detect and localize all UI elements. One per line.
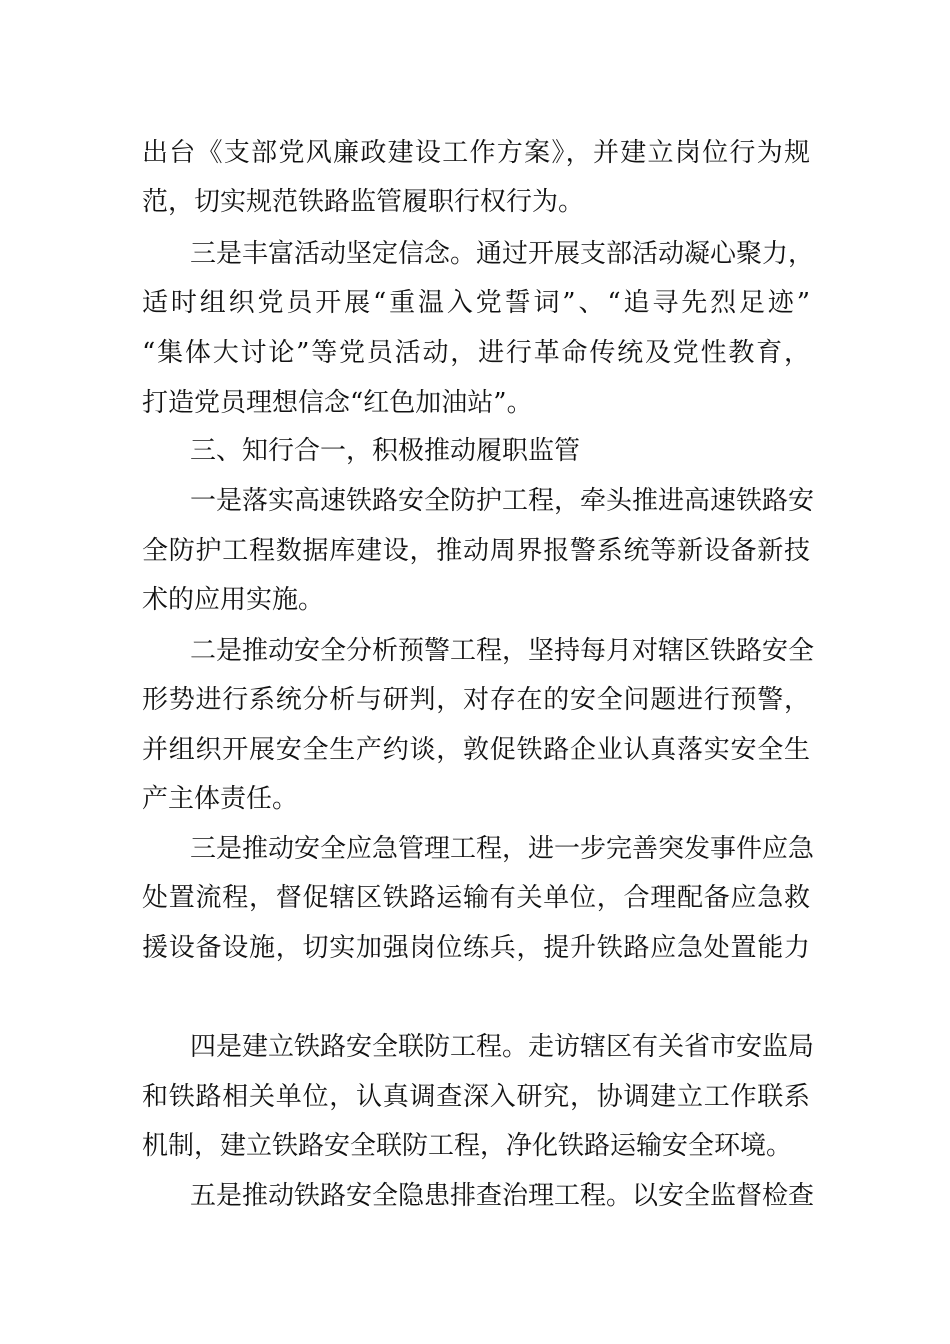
paragraph-start-line: 一是落实高速铁路安全防护工程，牵头推进高速铁路安 (190, 486, 815, 516)
text-line: 全防护工程数据库建设，推动周界报警系统等新设备新技 (142, 536, 810, 566)
text-line: 术的应用实施。 (142, 585, 325, 615)
text-line: “集体大讨论”等党员活动，进行革命传统及党性教育， (142, 338, 810, 368)
text-line: 出台《支部党风廉政建设工作方案》，并建立岗位行为规 (142, 138, 810, 168)
text-line: 和铁路相关单位，认真调查深入研究，协调建立工作联系 (142, 1082, 810, 1112)
text-line: 产主体责任。 (142, 784, 299, 814)
text-line: 并组织开展安全生产约谈，敦促铁路企业认真落实安全生 (142, 735, 810, 765)
text-line: 范，切实规范铁路监管履职行权行为。 (142, 187, 585, 217)
section-heading: 三、知行合一，积极推动履职监管 (190, 436, 581, 466)
text-line: 处置流程，督促辖区铁路运输有关单位，合理配备应急救 (142, 883, 810, 913)
text-line: 机制，建立铁路安全联防工程，净化铁路运输安全环境。 (142, 1131, 793, 1161)
text-line: 打造党员理想信念“红色加油站”。 (142, 388, 533, 418)
paragraph-start-line: 三是推动安全应急管理工程，进一步完善突发事件应急 (190, 834, 815, 864)
text-line: 援设备设施，切实加强岗位练兵，提升铁路应急处置能力 (142, 933, 810, 963)
text-line: 形势进行系统分析与研判，对存在的安全问题进行预警， (142, 685, 810, 715)
paragraph-start-line: 五是推动铁路安全隐患排查治理工程。以安全监督检查 (190, 1181, 815, 1211)
paragraph-start-line: 二是推动安全分析预警工程，坚持每月对辖区铁路安全 (190, 636, 815, 666)
paragraph-start-line: 三是丰富活动坚定信念。通过开展支部活动凝心聚力， (190, 239, 815, 269)
text-line: 适时组织党员开展“重温入党誓词”、“追寻先烈足迹” (142, 288, 810, 318)
paragraph-start-line: 四是建立铁路安全联防工程。走访辖区有关省市安监局 (190, 1032, 815, 1062)
